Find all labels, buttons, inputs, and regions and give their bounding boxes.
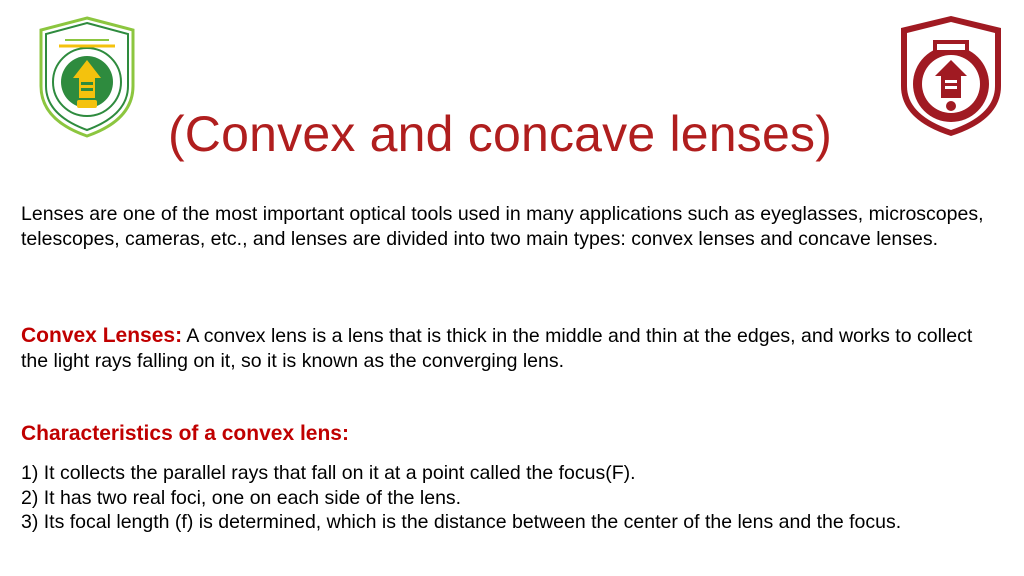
intro-paragraph: Lenses are one of the most important optical tools used in many applications such as eyeglasses, microscopes, telescopes, cameras, etc., and lenses are divided into two main types: convex lenses and concave lenses. [21,203,984,250]
characteristics-list [21,461,1001,535]
list-item: 1) It collects the parallel rays that fall on it at a point called the focus(F). [21,462,636,484]
list-item: 2) It has two real foci, one on each side of the lens. [21,486,462,509]
slide-title: (Convex and concave lenses) [167,106,833,162]
convex-text: A convex lens is a lens that is thick in the middle and thin at the edges, and works to collect the light rays falling on it, so it is known as the converging lens. [21,325,973,372]
characteristics-heading: Characteristics of a convex lens: [21,422,349,445]
convex-paragraph [21,324,1001,373]
slide-content [21,202,1001,533]
list-item: 3) Its focal length (f) is determined, which is the distance between the center of the lens and the focus. [21,511,902,533]
convex-heading: Convex Lenses: [21,324,183,347]
